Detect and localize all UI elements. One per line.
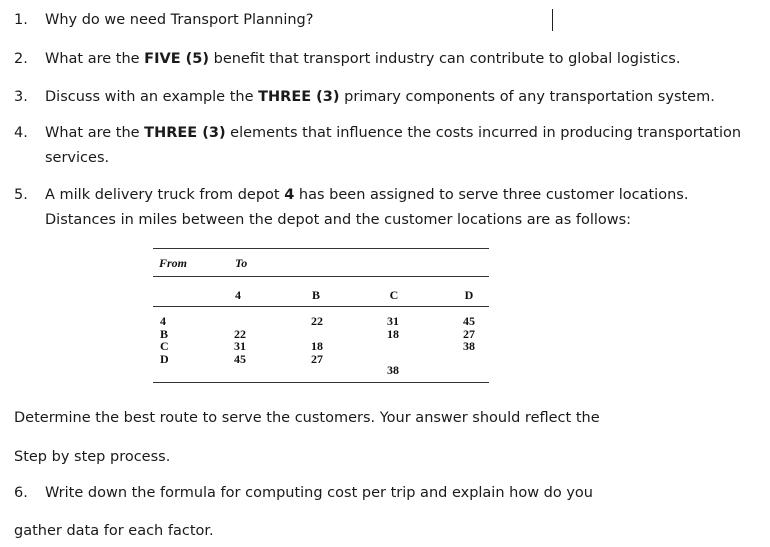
question-text: Why do we need Transport Planning? (45, 12, 314, 28)
question-4: 4. What are the THREE (3) elements that influence the costs incurred in producing transportation services. (14, 121, 741, 171)
question-number: 3. (14, 89, 28, 105)
emphasis: THREE (3) (144, 125, 226, 141)
distance-table (153, 244, 489, 386)
column-header: B (311, 288, 320, 302)
column-header: C (389, 288, 399, 302)
question-continuation: Distances in miles between the depot and the customer locations are as follows: (45, 212, 632, 228)
emphasis: FIVE (5) (144, 51, 209, 67)
table-cell: 31 (234, 339, 246, 353)
question-text: Write down the formula for computing cost per trip and explain how do you (45, 485, 593, 501)
table-rule-bottom (153, 382, 489, 383)
table-cell: 45 (234, 351, 246, 366)
table-rule-header (153, 276, 489, 277)
question-2: 2. What are the FIVE (5) benefit that transport industry can contribute to global logistics. (14, 47, 680, 72)
table-cell: 27 (311, 351, 323, 366)
text-cursor (552, 9, 553, 31)
question-6-continuation: gather data for each factor. (14, 523, 214, 539)
question-6 (14, 481, 593, 506)
table-cell: 27 (463, 326, 475, 341)
column-header: D (464, 288, 474, 302)
table-cell: 22 (311, 314, 323, 328)
question-number: 1. (14, 12, 28, 28)
table-rule-top (153, 248, 489, 249)
question-1 (14, 8, 313, 33)
row-label: C (160, 339, 169, 353)
column-header: 4 (235, 288, 241, 302)
table-cell: 22 (234, 326, 246, 341)
emphasis: THREE (3) (258, 89, 340, 105)
from-header: From (159, 256, 188, 270)
question-number: 4. (14, 125, 28, 141)
question-number: 6. (14, 485, 28, 501)
table-cell: 38 (387, 363, 399, 377)
instruction-line-2: Step by step process. (14, 449, 171, 465)
table-cell: 18 (387, 326, 399, 341)
table-rule-columns (153, 306, 489, 307)
question-number: 2. (14, 51, 28, 67)
table-cell: 18 (311, 339, 323, 353)
table-cell: 31 (387, 314, 399, 328)
emphasis: 4 (284, 187, 295, 203)
question-number: 5. (14, 187, 28, 203)
question-3: 3. Discuss with an example the THREE (3) primary components of any transportation system. (14, 85, 715, 110)
table-cell: 45 (463, 314, 475, 328)
instruction-line-1: Determine the best route to serve the customers. Your answer should reflect the (14, 410, 600, 426)
to-header: To (235, 256, 248, 270)
row-label: B (160, 326, 169, 341)
question-continuation: services. (45, 150, 110, 166)
row-label: D (160, 351, 169, 366)
table-cell: 38 (463, 339, 475, 353)
question-5: 5. A milk delivery truck from depot 4 has been assigned to serve three customer locations. Distances in miles between the depot and the customer locations are as follows: (14, 183, 688, 233)
row-label: 4 (160, 314, 166, 328)
